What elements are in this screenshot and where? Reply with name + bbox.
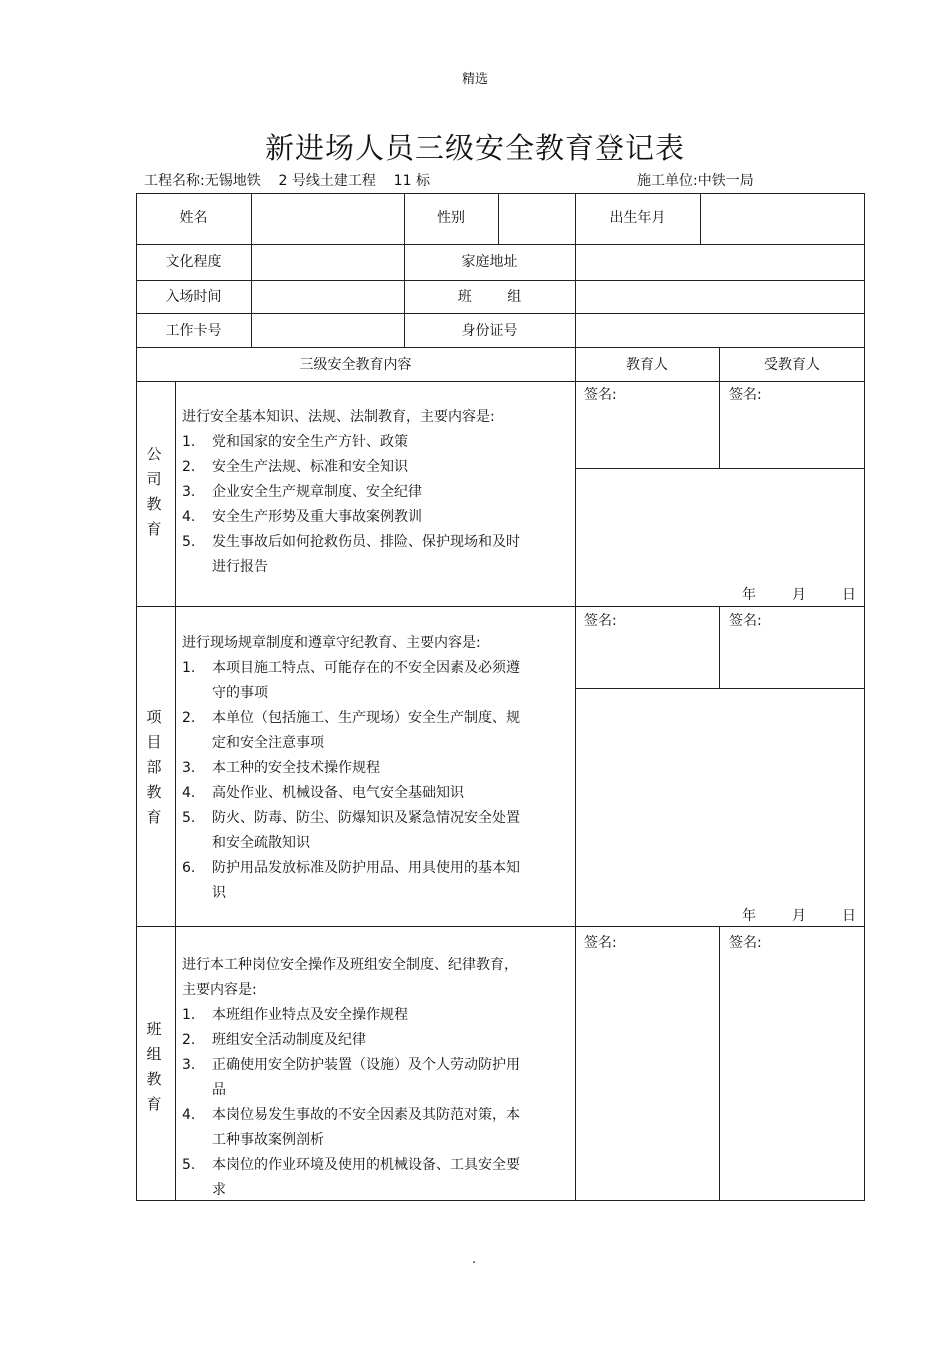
id-label: 身份证号 <box>461 323 518 339</box>
row-line <box>136 244 865 245</box>
row-line <box>136 381 865 382</box>
contractor-info <box>637 170 754 190</box>
project-date-month: 月 <box>792 908 806 924</box>
team-trainee-sign: 签名: <box>729 935 762 951</box>
project-label: 工程名称: <box>144 173 205 189</box>
company-educator-sign: 签名: <box>584 387 617 403</box>
list-item: 1. 本班组作业特点及安全操作规程 <box>182 1007 408 1023</box>
list-item: 1. 本项目施工特点、可能存在的不安全因素及必须遵守的事项 <box>182 660 520 701</box>
team-educator-sign: 签名: <box>584 935 617 951</box>
company-intro: 进行安全基本知识、法规、法制教育，主要内容是: <box>182 409 495 425</box>
birth-label: 出生年月 <box>609 210 666 226</box>
project-value: 无锡地铁 2 号线土建工程 11 标 <box>204 173 430 189</box>
col-line <box>175 381 176 1201</box>
col-line <box>251 193 252 347</box>
name-label: 姓名 <box>179 210 208 226</box>
col-line <box>719 926 720 1201</box>
header-mark: 精选 <box>461 72 488 87</box>
row-line <box>136 926 865 927</box>
col-line <box>700 193 701 244</box>
team-label: 班 组 <box>457 289 522 305</box>
list-item: 4. 安全生产形势及重大事故案例教训 <box>182 509 422 525</box>
list-item: 3. 企业安全生产规章制度、安全纪律 <box>182 484 422 500</box>
list-item: 5. 发生事故后如何抢救伤员、排险、保护现场和及时进行报告 <box>182 534 520 575</box>
company-date-month: 月 <box>792 587 806 603</box>
entry-time-label: 入场时间 <box>165 289 222 305</box>
col-line <box>575 193 576 1201</box>
project-content <box>182 631 527 906</box>
row-line <box>136 347 865 348</box>
company-section-label: 公司教育 <box>146 445 162 538</box>
list-item: 3. 正确使用安全防护装置（设施）及个人劳动防护用品 <box>182 1057 520 1098</box>
educator-header: 教育人 <box>626 357 668 373</box>
address-label: 家庭地址 <box>461 254 518 270</box>
project-educator-sign: 签名: <box>584 613 617 629</box>
education-label: 文化程度 <box>165 254 222 270</box>
trainee-header: 受教育人 <box>764 357 820 373</box>
team-content <box>182 953 527 1203</box>
company-content <box>182 405 542 580</box>
company-trainee-sign: 签名: <box>729 387 762 403</box>
project-trainee-sign: 签名: <box>729 613 762 629</box>
list-item: 2. 班组安全活动制度及纪律 <box>182 1032 366 1048</box>
content-header: 三级安全教育内容 <box>299 357 412 373</box>
row-line <box>136 606 865 607</box>
project-info <box>144 170 430 190</box>
list-item: 3. 本工种的安全技术操作规程 <box>182 760 380 776</box>
sign-row-line <box>575 688 865 689</box>
team-section-label: 班组教育 <box>146 1020 162 1113</box>
list-item: 2. 安全生产法规、标准和安全知识 <box>182 459 408 475</box>
row-line <box>136 313 865 314</box>
gender-label: 性别 <box>437 210 465 226</box>
col-line <box>719 606 720 688</box>
list-item: 2. 本单位（包括施工、生产现场）安全生产制度、规定和安全注意事项 <box>182 710 520 751</box>
list-item: 5. 本岗位的作业环境及使用的机械设备、工具安全要求 <box>182 1157 520 1198</box>
col-line <box>498 193 499 244</box>
list-item: 4. 本岗位易发生事故的不安全因素及其防范对策，本工种事故案例剖析 <box>182 1107 520 1148</box>
contractor-label: 施工单位: <box>637 173 698 189</box>
row-line <box>136 280 865 281</box>
project-date-day: 日 <box>842 908 856 924</box>
team-intro: 进行本工种岗位安全操作及班组安全制度、纪律教育，主要内容是: <box>182 957 518 998</box>
contractor-value: 中铁一局 <box>697 173 754 189</box>
footer-mark: . <box>472 1252 477 1267</box>
project-date-year: 年 <box>742 908 756 924</box>
list-item: 4. 高处作业、机械设备、电气安全基础知识 <box>182 785 464 801</box>
page-title: 新进场人员三级安全教育登记表 <box>264 131 685 165</box>
list-item: 5. 防火、防毒、防尘、防爆知识及紧急情况安全处置和安全疏散知识 <box>182 810 520 851</box>
card-label: 工作卡号 <box>165 323 222 339</box>
company-date-day: 日 <box>842 587 856 603</box>
project-intro: 进行现场规章制度和遵章守纪教育、主要内容是: <box>182 635 481 651</box>
list-item: 6. 防护用品发放标准及防护用品、用具使用的基本知识 <box>182 860 520 901</box>
company-date-year: 年 <box>742 587 756 603</box>
list-item: 1. 党和国家的安全生产方针、政策 <box>182 434 408 450</box>
project-section-label: 项目部教育 <box>146 708 162 826</box>
sign-row-line <box>575 468 865 469</box>
